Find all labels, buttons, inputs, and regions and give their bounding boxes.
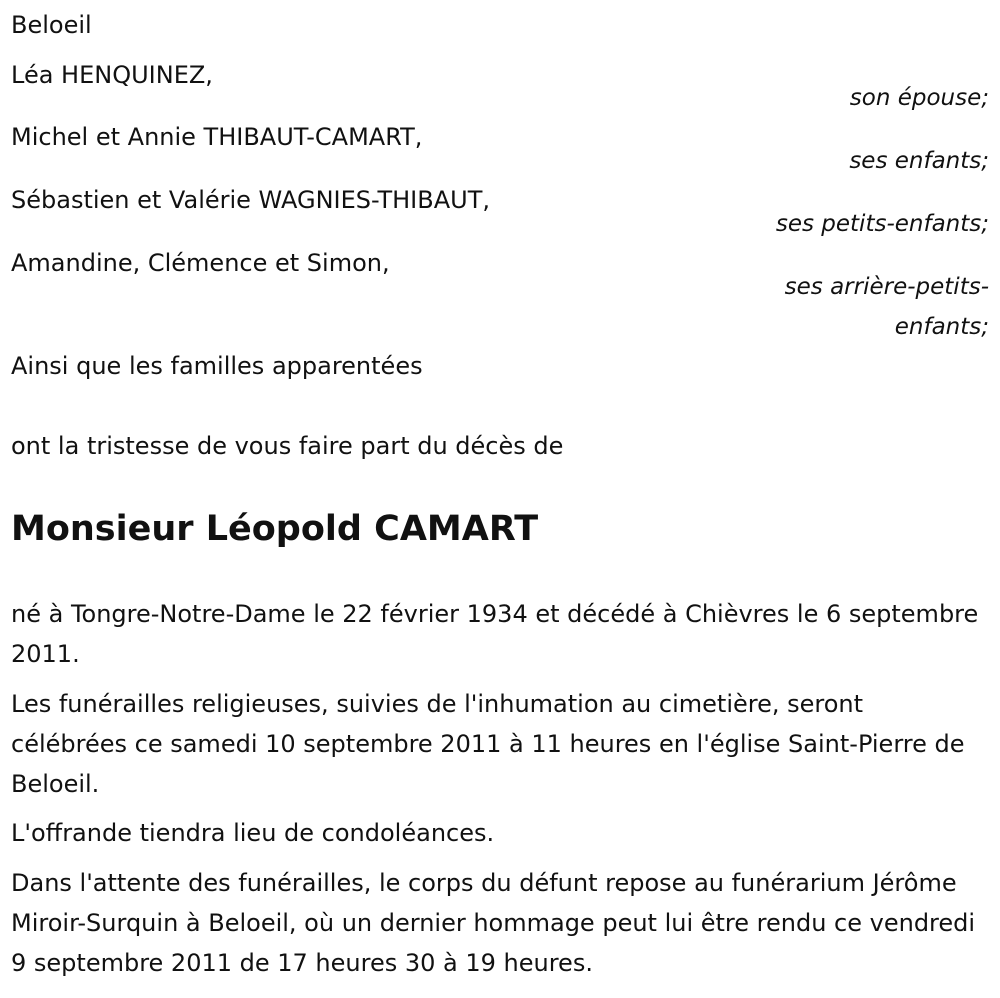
funerarium-paragraph: Dans l'attente des funérailles, le corps du défunt repose au funérarium Jérôme Miroir-Surquin à Beloeil, où un dernier hommage peut lui être rendu ce vendredi 9 septembre 2011 de 17 heures 30 à 19 heures. xyxy=(11,869,976,977)
family-member-name: Amandine, Clémence et Simon, xyxy=(11,249,390,277)
birth-death-paragraph: né à Tongre-Notre-Dame le 22 février 1934 et décédé à Chièvres le 6 septembre 2011. xyxy=(11,600,979,668)
announcement-line: ont la tristesse de vous faire part du décès de xyxy=(11,432,564,460)
obituary-notice xyxy=(11,0,989,998)
deceased-name: Monsieur Léopold CAMART xyxy=(11,509,539,549)
relatives-line: Ainsi que les familles apparentées xyxy=(11,352,423,380)
family-member-role: ses petits-enfants; xyxy=(775,211,989,237)
family-member-name: Léa HENQUINEZ, xyxy=(11,61,213,89)
family-member-role: ses enfants; xyxy=(849,148,989,174)
family-member-role: ses arrière-petits- xyxy=(784,274,989,300)
family-member-name: Michel et Annie THIBAUT-CAMART, xyxy=(11,123,423,151)
condolences-paragraph: L'offrande tiendra lieu de condoléances. xyxy=(11,819,495,847)
family-member-role: son épouse; xyxy=(849,85,989,111)
location: Beloeil xyxy=(11,11,92,39)
family-member-role-continued: enfants; xyxy=(894,314,989,340)
family-member-name: Sébastien et Valérie WAGNIES-THIBAUT, xyxy=(11,186,490,214)
funeral-paragraph: Les funérailles religieuses, suivies de l'inhumation au cimetière, seront célébrées ce samedi 10 septembre 2011 à 11 heures en l'église Saint-Pierre de Beloeil. xyxy=(11,690,965,798)
